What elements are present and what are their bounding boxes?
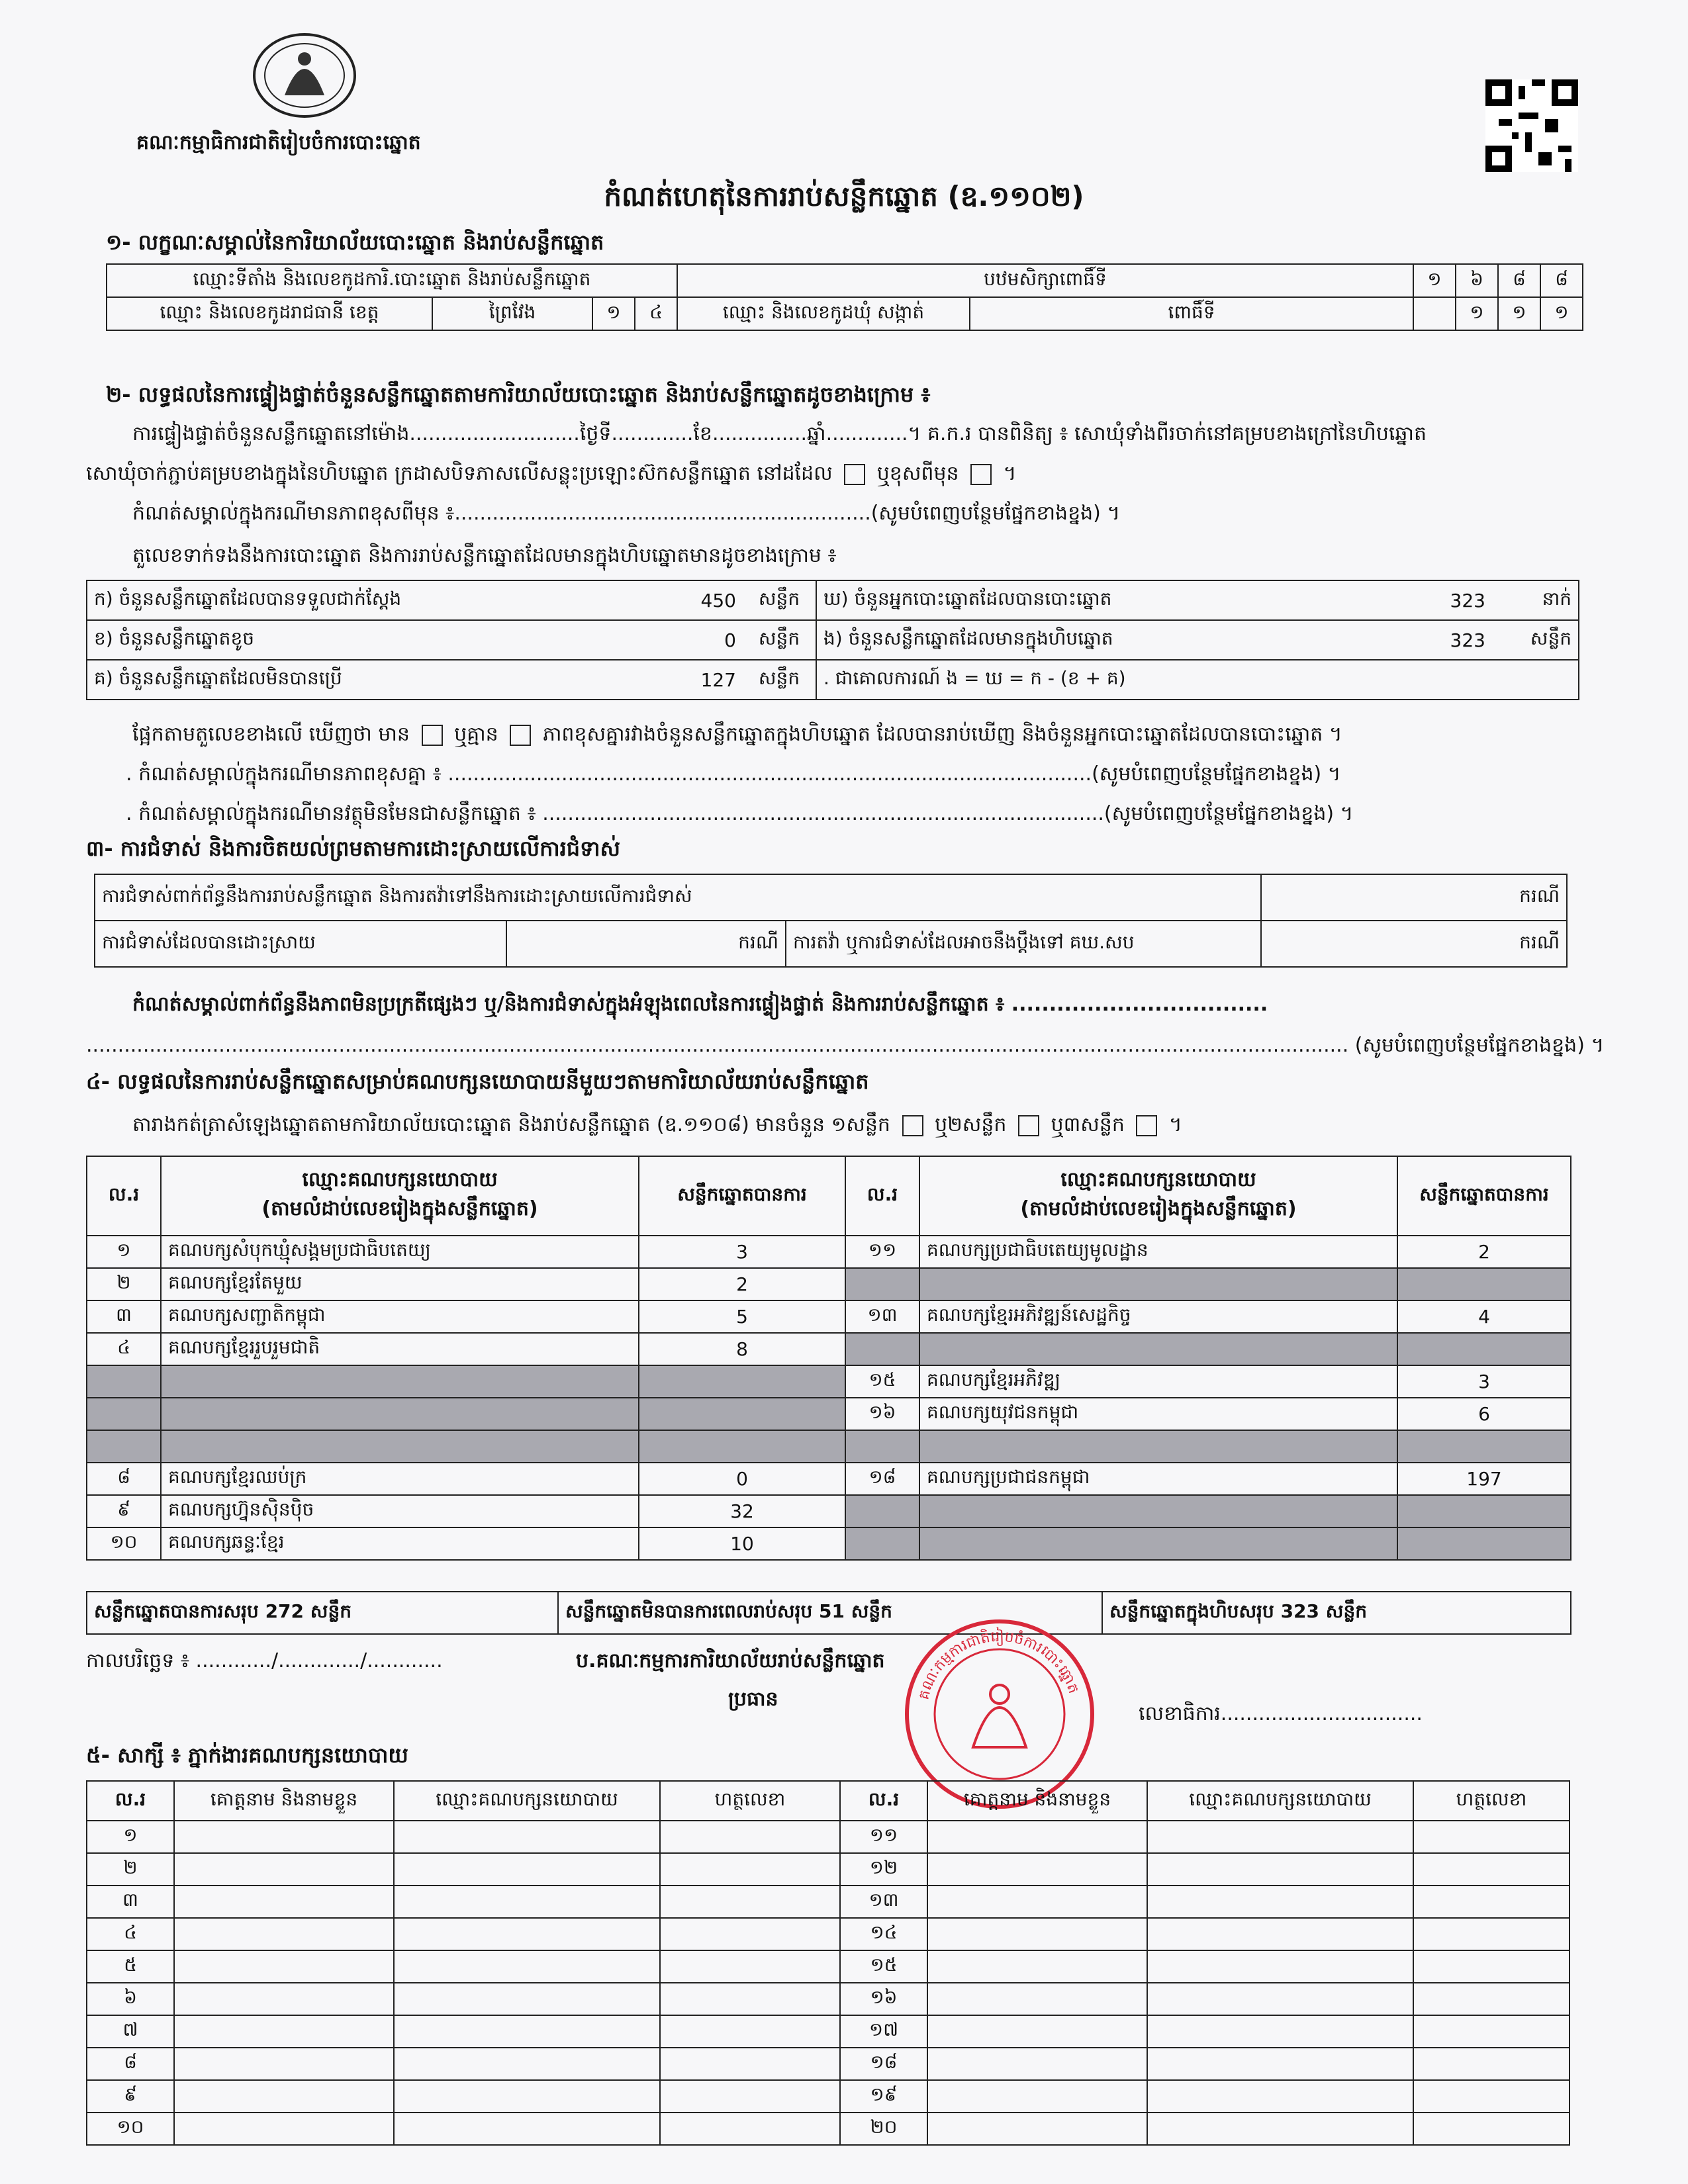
witness-col-no: ល.រ (840, 1781, 927, 1821)
witness-party-field[interactable] (394, 2113, 660, 2145)
col-party-sub: (តាមលំដាប់លេខរៀងក្នុងសន្លឹកឆ្នោត) (1020, 1197, 1297, 1220)
witness-col-sign: ហត្ថលេខា (1413, 1781, 1570, 1821)
station-label: ឈ្មោះទីតាំង និងលេខកូដការិ.បោះឆ្នោត និងរាប់សន្លឹកឆ្នោត (107, 264, 677, 297)
party-name: គណបក្សប្រជាធិបតេយ្យមូលដ្ឋាន (919, 1236, 1397, 1268)
party-votes: 197 (1397, 1463, 1571, 1495)
witness-body (87, 1821, 1570, 2145)
witness-col-no: ល.រ (87, 1781, 174, 1821)
commune-label: ឈ្មោះ និងលេខកូដឃុំ សង្កាត់ (677, 297, 970, 330)
commune-name: ពោធិ៍ទី (970, 297, 1413, 330)
party-votes: 3 (1397, 1365, 1571, 1398)
complaints-label: ការជំទាស់ពាក់ព័ន្ធនឹងការរាប់សន្លឹកឆ្នោត និងការតវ៉ាទៅនឹងការដោះស្រាយលើការជំទាស់ (95, 874, 1261, 921)
witness-signature-field[interactable] (660, 2080, 840, 2113)
witness-col-party: ឈ្មោះគណបក្សនយោបាយ (1147, 1781, 1413, 1821)
table-row (87, 1398, 1571, 1430)
party-votes (1397, 1430, 1571, 1463)
date-line: កាលបរិច្ឆេទ ៖ ............/............./............ (86, 1649, 443, 1672)
change-note: កំណត់សម្គាល់ក្នុងករណីមានភាពខុសពីមុន ៖..................................................................(សូមបំពេញបន្ថែមផ្នែកខាងខ្នង) ។ (132, 502, 1121, 525)
witness-party-field[interactable] (1147, 2015, 1413, 2048)
party-name (919, 1495, 1397, 1527)
changed-checkbox[interactable] (970, 464, 992, 485)
party-votes (639, 1365, 845, 1398)
witness-number: ១៦ (840, 1983, 927, 2015)
party-number: ៩ (87, 1495, 161, 1527)
witness-name-field[interactable] (174, 1886, 394, 1918)
appeal-unit: ករណី (1261, 921, 1567, 967)
party-number: ១៣ (845, 1300, 919, 1333)
witness-col-party: ឈ្មោះគណបក្សនយោបាយ (394, 1781, 660, 1821)
witness-party-field[interactable] (394, 2015, 660, 2048)
witness-signature-field[interactable] (1413, 2113, 1570, 2145)
party-votes: 32 (639, 1495, 845, 1527)
station-code-digit: ៨ (1498, 264, 1540, 297)
witness-signature-field[interactable] (660, 1821, 840, 1853)
witness-row (87, 1821, 1570, 1853)
party-name: គណបក្សសំបុកឃ្មុំសង្គមប្រជាធិបតេយ្យ (161, 1236, 639, 1268)
witness-signature-field[interactable] (1413, 2048, 1570, 2080)
witness-number: ១៧ (840, 2015, 927, 2048)
witness-number: ១១ (840, 1821, 927, 1853)
witness-signature-field[interactable] (660, 1950, 840, 1983)
witness-row (87, 1886, 1570, 1918)
figure-label: គ) ចំនួនសន្លឹកឆ្នោតដែលមិនបានប្រើ (87, 660, 643, 700)
figure-unit: នាក់ (1492, 580, 1579, 620)
valid-total-label: សន្លឹកឆ្នោតបានការសរុប (94, 1600, 259, 1622)
org-name: គណៈកម្មាធិការជាតិរៀបចំការបោះឆ្នោត (136, 131, 421, 154)
difference-line (132, 721, 1342, 751)
svg-text:គណៈកម្មការជាតិរៀបចំការបោះឆ្នោត (915, 1627, 1082, 1702)
table-row (87, 1527, 1571, 1560)
table-row (87, 1495, 1571, 1527)
figure-unit: សន្លឹក (743, 620, 816, 660)
witness-row (87, 1950, 1570, 1983)
section3-heading: ៣- ការជំទាស់ និងការចិតយល់ព្រមតាមការដោះស្រាយលើការជំទាស់ (86, 836, 620, 861)
figure-unit: សន្លឹក (743, 660, 816, 700)
party-votes: 0 (639, 1463, 845, 1495)
difference-note: . កំណត់សម្គាល់ក្នុងករណីមានភាពខុសគ្នា ៖ ......................................................................................................(សូមបំពេញបន្ថែមផ្នែកខាងខ្នង) ។ (126, 762, 1341, 786)
figures-table (86, 580, 1579, 700)
witness-party-field[interactable] (394, 2048, 660, 2080)
irregularity-note: កំណត់សម្គាល់ពាក់ព័ន្ធនឹងភាពមិនប្រក្រតីផ្សេងៗ ឬ/និងការជំទាស់ក្នុងអំឡុងពេលនៃការផ្ទៀងផ្ទាត់ និងការរាប់សន្លឹកឆ្នោត ៖ .................................. (132, 993, 1268, 1016)
party-number (845, 1495, 919, 1527)
party-number (845, 1333, 919, 1365)
witness-signature-field[interactable] (660, 2015, 840, 2048)
witness-number: ១៣ (840, 1886, 927, 1918)
witness-name-field[interactable] (174, 1950, 394, 1983)
party-name (161, 1398, 639, 1430)
party-votes: 2 (1397, 1236, 1571, 1268)
province-label: ឈ្មោះ និងលេខកូដរាជធានី ខេត្ត (107, 297, 432, 330)
resolved-label: ការជំទាស់ដែលបានដោះស្រាយ (95, 921, 506, 967)
station-code-digit: ៦ (1456, 264, 1498, 297)
witness-signature-field[interactable] (660, 1918, 840, 1950)
party-name: គណបក្សខ្មែរអភិវឌ្ឍន៍សេដ្ឋកិច្ច (919, 1300, 1397, 1333)
results-table (86, 1156, 1571, 1561)
province-code-digit: ១ (592, 297, 635, 330)
party-number: ១០ (87, 1527, 161, 1560)
col-no: ល.រ (87, 1156, 161, 1236)
col-votes: សន្លឹកឆ្នោតបានការ (639, 1156, 845, 1236)
witness-number: ១ (87, 1821, 174, 1853)
witness-party-field[interactable] (394, 1918, 660, 1950)
witness-number: ១៤ (840, 1918, 927, 1950)
difference-no-checkbox[interactable] (510, 725, 531, 746)
party-votes: 10 (639, 1527, 845, 1560)
party-name (161, 1365, 639, 1398)
witness-row (87, 2015, 1570, 2048)
witness-number: ៩ (87, 2080, 174, 2113)
witness-signature-field[interactable] (660, 2048, 840, 2080)
col-votes: សន្លឹកឆ្នោតបានការ (1397, 1156, 1571, 1236)
province-code-digit: ៤ (635, 297, 677, 330)
station-table (106, 263, 1583, 331)
party-name (919, 1268, 1397, 1300)
witness-name-field[interactable] (174, 1918, 394, 1950)
two-sheets-checkbox[interactable] (1018, 1115, 1039, 1136)
changed-label: ឬខុសពីមុន (876, 462, 959, 485)
commune-code-digit: ១ (1540, 297, 1583, 330)
witness-number: ២០ (840, 2113, 927, 2145)
party-name: គណបក្សខ្មែរអភិវឌ្ឍ (919, 1365, 1397, 1398)
witness-row (87, 1983, 1570, 2015)
witness-row (87, 2113, 1570, 2145)
witness-name-field[interactable] (927, 1950, 1147, 1983)
col-party (161, 1156, 639, 1236)
difference-text: ភាពខុសគ្នារវាងចំនួនសន្លឹកឆ្នោតក្នុងហិបឆ្នោត ដែលបានរាប់ឃើញ និងចំនួនអ្នកបោះឆ្នោតដែលបានបោះឆ្នោត ។ (542, 723, 1342, 746)
section2-heading: ២- លទ្ធផលនៃការផ្ទៀងផ្ទាត់ចំនួនសន្លឹកឆ្នោតតាមការិយាល័យបោះឆ្នោត និងរាប់សន្លឹកឆ្នោតដូចខាងក្រោម ៖ (106, 382, 931, 407)
witness-number: ១៩ (840, 2080, 927, 2113)
witness-signature-field[interactable] (1413, 1886, 1570, 1918)
party-name (161, 1430, 639, 1463)
valid-total-value: 272 (265, 1600, 305, 1622)
party-name: គណបក្សខ្មែរឈប់ក្រ (161, 1463, 639, 1495)
witness-party-field[interactable] (1147, 1983, 1413, 2015)
table-row (87, 1365, 1571, 1398)
commune-code-digit: ១ (1456, 297, 1498, 330)
table-row (87, 1333, 1571, 1365)
witness-table (86, 1780, 1570, 2146)
form-title: កំណត់ហេតុនៃការរាប់សន្លឹកឆ្នោត (ឧ.១១០២) (604, 180, 1084, 212)
witness-signature-field[interactable] (1413, 1821, 1570, 1853)
figure-value: 0 (643, 620, 743, 660)
figure-value: 450 (643, 580, 743, 620)
empty-cell (1413, 297, 1456, 330)
chair-title: ប្រធាន (728, 1688, 778, 1711)
table-row (87, 1236, 1571, 1268)
party-votes (639, 1398, 845, 1430)
three-sheets-label: ឬ៣សន្លឹក (1051, 1113, 1125, 1136)
one-sheet-checkbox[interactable] (902, 1115, 923, 1136)
committee-title: ប.គណៈកម្មការការិយាល័យរាប់សន្លឹកឆ្នោត (576, 1649, 885, 1672)
section5-heading: ៥- សាក្សី ៖ ភ្នាក់ងារគណបក្សនយោបាយ (86, 1743, 408, 1768)
col-no: ល.រ (845, 1156, 919, 1236)
box-total-unit: សន្លឹក (1325, 1600, 1367, 1622)
witness-signature-field[interactable] (1413, 1950, 1570, 1983)
witness-col-sign: ហត្ថលេខា (660, 1781, 840, 1821)
party-votes: 6 (1397, 1398, 1571, 1430)
party-number (87, 1398, 161, 1430)
witness-row (87, 1853, 1570, 1886)
party-number: ១៨ (845, 1463, 919, 1495)
seal-line: សោឃុំចាក់ភ្ជាប់គម្របខាងក្នុងនៃហិបឆ្នោត ក្រដាសបិទភាសលើសន្លុះប្រឡោះស៊កសន្លឹកឆ្នោត នៅដដែល ឬខុសពីមុន ។ (86, 462, 1017, 485)
witness-party-field[interactable] (394, 1821, 660, 1853)
witness-party-field[interactable] (394, 1950, 660, 1983)
party-votes (1397, 1268, 1571, 1300)
col-party-title: ឈ្មោះគណបក្សនយោបាយ (1060, 1168, 1256, 1191)
witness-party-field[interactable] (1147, 1918, 1413, 1950)
party-name: គណបក្សឆន្ទៈខ្មែរ (161, 1527, 639, 1560)
figures-intro: តួលេខទាក់ទងនឹងការបោះឆ្នោត និងការរាប់សន្លឹកឆ្នោតដែលមានក្នុងហិបឆ្នោតមានដូចខាងក្រោម ៖ (132, 544, 837, 567)
station-name: បឋមសិក្សាពោធិ៍ទី (677, 264, 1413, 297)
witness-name-field[interactable] (927, 2113, 1147, 2145)
sheet-count-line: តារាងកត់ត្រាសំឡេងឆ្នោតតាមការិយាល័យបោះឆ្នោត និងរាប់សន្លឹកឆ្នោត (ឧ.១១០៨) មានចំនួន ១សន្លឹក ឬ២សន្លឹក ឬ៣សន្លឹក ។ (132, 1113, 1182, 1136)
difference-no-label: ឬគ្មាន (454, 723, 498, 746)
witness-name-field[interactable] (174, 2015, 394, 2048)
invalid-total-unit: សន្លឹក (851, 1600, 892, 1622)
table-row (87, 1463, 1571, 1495)
party-name: គណបក្សយុវជនកម្ពុជា (919, 1398, 1397, 1430)
party-number: ៣ (87, 1300, 161, 1333)
party-name: គណបក្សខ្មែររួបរួមជាតិ (161, 1333, 639, 1365)
stamp-text: គណៈកម្មការជាតិរៀបចំការបោះឆ្នោត (915, 1628, 1082, 1702)
party-number (845, 1527, 919, 1560)
station-code-digit: ១ (1413, 264, 1456, 297)
party-number (87, 1430, 161, 1463)
party-votes: 5 (639, 1300, 845, 1333)
table-row (87, 1300, 1571, 1333)
witness-number: ១៨ (840, 2048, 927, 2080)
witness-name-field[interactable] (174, 2080, 394, 2113)
station-code-digit: ៨ (1540, 264, 1583, 297)
witness-party-field[interactable] (1147, 2113, 1413, 2145)
valid-total-unit: សន្លឹក (310, 1600, 352, 1622)
witness-name-field[interactable] (174, 1821, 394, 1853)
figure-label: ខ) ចំនួនសន្លឹកឆ្នោតខូច (87, 620, 643, 660)
same-checkbox[interactable] (844, 464, 865, 485)
witness-party-field[interactable] (1147, 1950, 1413, 1983)
witness-number: ៦ (87, 1983, 174, 2015)
figure-label: ង) ចំនួនសន្លឹកឆ្នោតដែលមានក្នុងហិបឆ្នោត (816, 620, 1360, 660)
witness-signature-field[interactable] (660, 2113, 840, 2145)
witness-signature-field[interactable] (660, 1886, 840, 1918)
figure-unit: សន្លឹក (1492, 620, 1579, 660)
witness-name-field[interactable] (927, 1983, 1147, 2015)
witness-name-field[interactable] (927, 2048, 1147, 2080)
table-row (87, 1268, 1571, 1300)
party-number: ១៦ (845, 1398, 919, 1430)
witness-col-name: គោត្តនាម និងនាមខ្លួន (927, 1781, 1147, 1821)
sheet-count-text: តារាងកត់ត្រាសំឡេងឆ្នោតតាមការិយាល័យបោះឆ្នោត និងរាប់សន្លឹកឆ្នោត (ឧ.១១០៨) មានចំនួន ១សន្លឹក (132, 1113, 890, 1136)
col-party-title: ឈ្មោះគណបក្សនយោបាយ (302, 1168, 498, 1191)
witness-name-field[interactable] (927, 2080, 1147, 2113)
party-name (919, 1430, 1397, 1463)
witness-number: ៥ (87, 1950, 174, 1983)
witness-name-field[interactable] (174, 1983, 394, 2015)
witness-number: ២ (87, 1853, 174, 1886)
party-votes (1397, 1527, 1571, 1560)
witness-number: ៨ (87, 2048, 174, 2080)
witness-name-field[interactable] (174, 2113, 394, 2145)
verify-line: ការផ្ទៀងផ្ទាត់ចំនួនសន្លឹកឆ្នោតនៅម៉ោង...........................ថ្ងៃទី.............ខែ...............ឆ្នាំ.............។ គ.ក.រ បានពិនិត្យ ៖ សោឃុំទាំងពីរចាក់នៅគម្របខាងក្រៅនៃហិបឆ្នោត (132, 422, 1427, 445)
party-votes (1397, 1495, 1571, 1527)
witness-party-field[interactable] (1147, 1853, 1413, 1886)
province-name: ព្រៃវែង (432, 297, 592, 330)
party-votes (1397, 1333, 1571, 1365)
witness-number: ១៥ (840, 1950, 927, 1983)
party-number: ១១ (845, 1236, 919, 1268)
party-number: ១ (87, 1236, 161, 1268)
party-name: គណបក្សសញ្ជាតិកម្ពុជា (161, 1300, 639, 1333)
formula-text: . ជាគោលការណ៍ ង = ឃ = ក - (ខ + គ) (816, 660, 1579, 700)
appeal-label: ការតវ៉ា ឬការជំទាស់ដែលអាចនឹងប្តឹងទៅ គឃ.សប (786, 921, 1261, 967)
party-votes: 8 (639, 1333, 845, 1365)
witness-row (87, 2048, 1570, 2080)
figure-label: ឃ) ចំនួនអ្នកបោះឆ្នោតដែលបានបោះឆ្នោត (816, 580, 1360, 620)
party-number: ៨ (87, 1463, 161, 1495)
table-row (87, 1430, 1571, 1463)
party-votes (639, 1430, 845, 1463)
invalid-total-value: 51 (819, 1600, 845, 1622)
party-votes: 3 (639, 1236, 845, 1268)
two-sheets-label: ឬ២សន្លឹក (935, 1113, 1007, 1136)
seal-text: សោឃុំចាក់ភ្ជាប់គម្របខាងក្នុងនៃហិបឆ្នោត ក្រដាសបិទភាសលើសន្លុះប្រឡោះស៊កសន្លឹកឆ្នោត នៅដដែល (86, 462, 833, 485)
commune-code-digit: ១ (1498, 297, 1540, 330)
witness-party-field[interactable] (1147, 2048, 1413, 2080)
col-party (919, 1156, 1397, 1236)
foreign-object-note: . កំណត់សម្គាល់ក្នុងករណីមានវត្ថុមិនមែនជាសន្លឹកឆ្នោត ៖ .........................................................................................(សូមបំពេញបន្ថែមផ្នែកខាងខ្នង) ។ (126, 802, 1354, 825)
witness-party-field[interactable] (1147, 1821, 1413, 1853)
witness-signature-field[interactable] (1413, 1853, 1570, 1886)
party-name: គណបក្សហ្វ៊ុនស៊ិនប៉ិច (161, 1495, 639, 1527)
witness-signature-field[interactable] (1413, 2080, 1570, 2113)
col-party-sub: (តាមលំដាប់លេខរៀងក្នុងសន្លឹកឆ្នោត) (261, 1197, 538, 1220)
witness-party-field[interactable] (394, 1853, 660, 1886)
figure-value: 323 (1360, 620, 1492, 660)
party-name (919, 1333, 1397, 1365)
witness-name-field[interactable] (927, 1853, 1147, 1886)
witness-name-field[interactable] (927, 1821, 1147, 1853)
witness-name-field[interactable] (927, 1886, 1147, 1918)
party-votes: 4 (1397, 1300, 1571, 1333)
party-number (845, 1268, 919, 1300)
qr-code-icon (1485, 79, 1578, 172)
results-body (87, 1236, 1571, 1560)
nec-logo (252, 29, 357, 122)
three-sheets-checkbox[interactable] (1136, 1115, 1157, 1136)
invalid-total-label: សន្លឹកឆ្នោតមិនបានការពេលរាប់សរុប (565, 1600, 813, 1622)
valid-total (87, 1592, 558, 1634)
party-number (845, 1430, 919, 1463)
witness-number: ៣ (87, 1886, 174, 1918)
witness-party-field[interactable] (394, 1886, 660, 1918)
witness-signature-field[interactable] (1413, 1918, 1570, 1950)
witness-party-field[interactable] (1147, 2080, 1413, 2113)
figure-value: 127 (643, 660, 743, 700)
witness-signature-field[interactable] (660, 1983, 840, 2015)
witness-number: ១០ (87, 2113, 174, 2145)
party-votes: 2 (639, 1268, 845, 1300)
witness-signature-field[interactable] (1413, 2015, 1570, 2048)
witness-col-name: គោត្តនាម និងនាមខ្លួន (174, 1781, 394, 1821)
witness-name-field[interactable] (174, 2048, 394, 2080)
witness-signature-field[interactable] (660, 1853, 840, 1886)
party-number: ១៥ (845, 1365, 919, 1398)
witness-party-field[interactable] (1147, 1886, 1413, 1918)
witness-party-field[interactable] (394, 2080, 660, 2113)
resolved-unit: ករណី (506, 921, 786, 967)
witness-number: ១២ (840, 1853, 927, 1886)
difference-yes-checkbox[interactable] (422, 725, 443, 746)
box-total (1102, 1592, 1571, 1634)
witness-signature-field[interactable] (1413, 1983, 1570, 2015)
witness-row (87, 1918, 1570, 1950)
witness-party-field[interactable] (394, 1983, 660, 2015)
witness-number: ៤ (87, 1918, 174, 1950)
party-name: គណបក្សប្រជាជនកម្ពុជា (919, 1463, 1397, 1495)
totals-table (86, 1591, 1571, 1635)
party-number: ២ (87, 1268, 161, 1300)
difference-yes-label: ផ្អែកតាមតួលេខខាងលើ ឃើញថា មាន (132, 723, 410, 746)
party-number (87, 1365, 161, 1398)
party-number: ៤ (87, 1333, 161, 1365)
witness-name-field[interactable] (927, 1918, 1147, 1950)
complaints-unit: ករណី (1261, 874, 1567, 921)
section1-heading: ១- លក្ខណៈសម្គាល់នៃការិយាល័យបោះឆ្នោត និងរាប់សន្លឹកឆ្នោត (106, 230, 604, 255)
box-total-value: 323 (1280, 1600, 1320, 1622)
irregularity-note-cont: ........................................................................................................................................................................................................ (សូមបំពេញបន្ថែមផ្នែកខាងខ្នង) ។ (86, 1034, 1605, 1057)
witness-name-field[interactable] (174, 1853, 394, 1886)
section4-heading: ៤- លទ្ធផលនៃការរាប់សន្លឹកឆ្នោតសម្រាប់គណបក្សនយោបាយនីមួយៗតាមការិយាល័យរាប់សន្លឹកឆ្នោត (86, 1069, 869, 1094)
party-name (919, 1527, 1397, 1560)
witness-name-field[interactable] (927, 2015, 1147, 2048)
figure-value: 323 (1360, 580, 1492, 620)
party-name: គណបក្សខ្មែរតែមួយ (161, 1268, 639, 1300)
complaints-table (94, 874, 1568, 968)
figure-unit: សន្លឹក (743, 580, 816, 620)
secretary-line: លេខាធិការ................................ (1139, 1702, 1423, 1725)
witness-row (87, 2080, 1570, 2113)
box-total-label: សន្លឹកឆ្នោតក្នុងហិបសរុប (1109, 1600, 1274, 1622)
figure-label: ក) ចំនួនសន្លឹកឆ្នោតដែលបានទទួលជាក់ស្តែង (87, 580, 643, 620)
witness-number: ៧ (87, 2015, 174, 2048)
